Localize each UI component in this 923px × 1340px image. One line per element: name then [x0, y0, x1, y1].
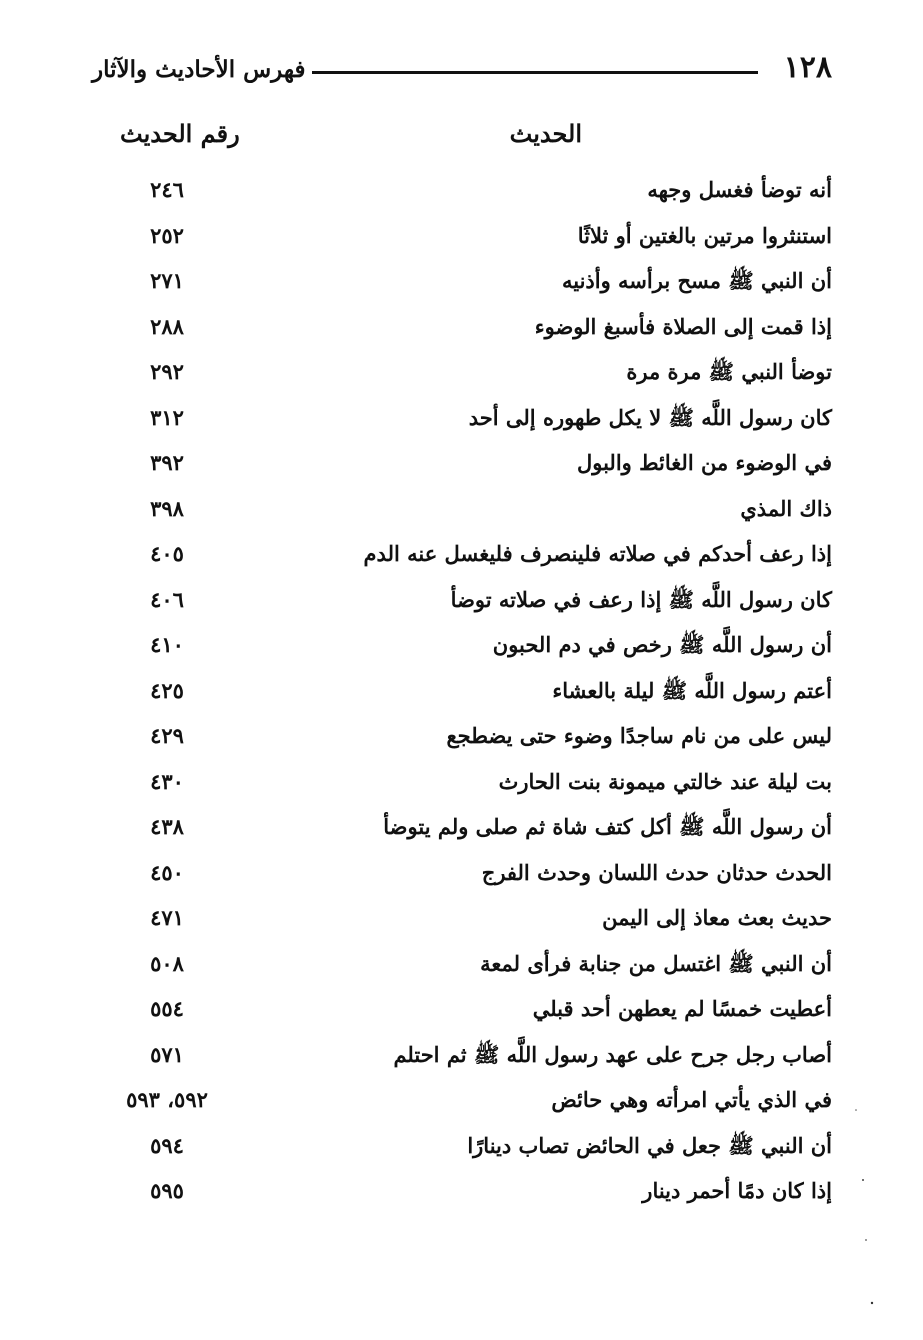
hadith-text: أن النبي ﷺ اغتسل من جنابة فرأى لمعة [480, 950, 832, 976]
index-entry [92, 669, 832, 715]
hadith-text: أن النبي ﷺ مسح برأسه وأذنيه [561, 268, 832, 293]
hadith-number: ٤٧١ [150, 905, 184, 930]
hadith-number: ٣٩٨ [150, 495, 184, 521]
hadith-number: ٢٤٦ [150, 177, 184, 202]
hadith-number: ٣١٢ [150, 404, 184, 430]
index-entry [92, 168, 832, 214]
hadith-text: أعطيت خمسًا لم يعطهن أحد قبلي [532, 996, 832, 1021]
hadith-number: ٤٠٥ [150, 541, 184, 566]
index-entry [92, 259, 832, 305]
hadith-number: ٤١٠ [150, 632, 184, 657]
hadith-text: أن رسول اللَّه ﷺ أكل كتف شاة ثم صلى ولم يتوضأ [383, 814, 832, 839]
hadith-number: ٣٩٢ [150, 450, 184, 475]
index-entry [92, 942, 832, 988]
index-entry [92, 305, 832, 351]
hadith-number: ٥٩٥ [150, 1178, 184, 1203]
hadith-text: إذا رعف أحدكم في صلاته فلينصرف فليغسل عنه الدم [363, 541, 832, 566]
hadith-number: ٥٥٤ [150, 996, 184, 1021]
hadith-text: استنثروا مرتين بالغتين أو ثلاثًا [577, 222, 832, 248]
index-entry [92, 441, 832, 487]
column-headings [92, 112, 832, 156]
index-entry [92, 1033, 832, 1079]
index-entry [92, 1169, 832, 1215]
hadith-text: إذا قمت إلى الصلاة فأسبغ الوضوء [534, 313, 832, 339]
hadith-text: ذاك المذي [740, 495, 832, 521]
hadith-number: ٥٩٤ [150, 1132, 184, 1158]
index-entry [92, 1124, 832, 1170]
hadith-column-heading: الحديث [509, 119, 582, 148]
hadith-text: أن رسول اللَّه ﷺ رخص في دم الحبون [492, 632, 832, 657]
hadith-text: كان رسول اللَّه ﷺ لا يكل طهوره إلى أحد [468, 404, 832, 430]
hadith-number: ٤٥٠ [150, 859, 184, 885]
hadith-text: توضأ النبي ﷺ مرة مرة [626, 359, 832, 384]
index-entry [92, 714, 832, 760]
hadith-text: بت ليلة عند خالتي ميمونة بنت الحارث [498, 768, 832, 794]
hadith-text: في الذي يأتي امرأته وهي حائض [551, 1087, 832, 1112]
number-column-heading: رقم الحديث [120, 119, 240, 148]
hadith-number: ٢٧١ [150, 268, 184, 293]
hadith-number: ٤٠٦ [150, 586, 184, 612]
index-entry [92, 487, 832, 533]
index-entry [92, 805, 832, 851]
hadith-number: ٥٠٨ [150, 950, 184, 976]
running-header [92, 48, 832, 94]
hadith-number: ٤٣٠ [150, 768, 184, 794]
hadith-number: ٢٨٨ [150, 313, 184, 339]
hadith-index-list [92, 168, 832, 1215]
hadith-number: ٥٧١ [150, 1041, 184, 1067]
hadith-number: ٤٣٨ [150, 814, 184, 839]
index-entry [92, 896, 832, 942]
index-entry [92, 350, 832, 396]
header-rule [312, 71, 758, 74]
running-title: فهرس الأحاديث والآثار [92, 56, 306, 83]
page-number: ١٢٨ [783, 50, 832, 85]
hadith-number: ٤٢٥ [150, 677, 184, 703]
hadith-text: أعتم رسول اللَّه ﷺ ليلة بالعشاء [552, 677, 832, 703]
index-entry [92, 532, 832, 578]
hadith-text: أن النبي ﷺ جعل في الحائض تصاب دينارًا [467, 1132, 832, 1158]
hadith-text: إذا كان دمًا أحمر دينار [642, 1178, 832, 1203]
hadith-text: كان رسول اللَّه ﷺ إذا رعف في صلاته توضأ [450, 586, 832, 612]
index-entry [92, 396, 832, 442]
index-entry [92, 760, 832, 806]
index-entry [92, 851, 832, 897]
hadith-number: ٢٩٢ [150, 359, 184, 384]
hadith-text: حديث بعث معاذ إلى اليمن [602, 905, 832, 930]
hadith-text: أنه توضأ فغسل وجهه [647, 177, 832, 202]
hadith-text: في الوضوء من الغائط والبول [576, 450, 832, 475]
hadith-number: ٢٥٢ [150, 222, 184, 248]
hadith-number: ٥٩٢، ٥٩٣ [126, 1087, 208, 1112]
hadith-text: الحدث حدثان حدث اللسان وحدث الفرج [481, 859, 832, 885]
hadith-number: ٤٢٩ [150, 723, 184, 748]
index-entry [92, 578, 832, 624]
index-entry [92, 987, 832, 1033]
hadith-text: أصاب رجل جرح على عهد رسول اللَّه ﷺ ثم احتلم [393, 1041, 832, 1067]
index-entry [92, 1078, 832, 1124]
hadith-text: ليس على من نام ساجدًا وضوء حتى يضطجع [446, 723, 832, 748]
index-entry [92, 214, 832, 260]
index-entry [92, 623, 832, 669]
